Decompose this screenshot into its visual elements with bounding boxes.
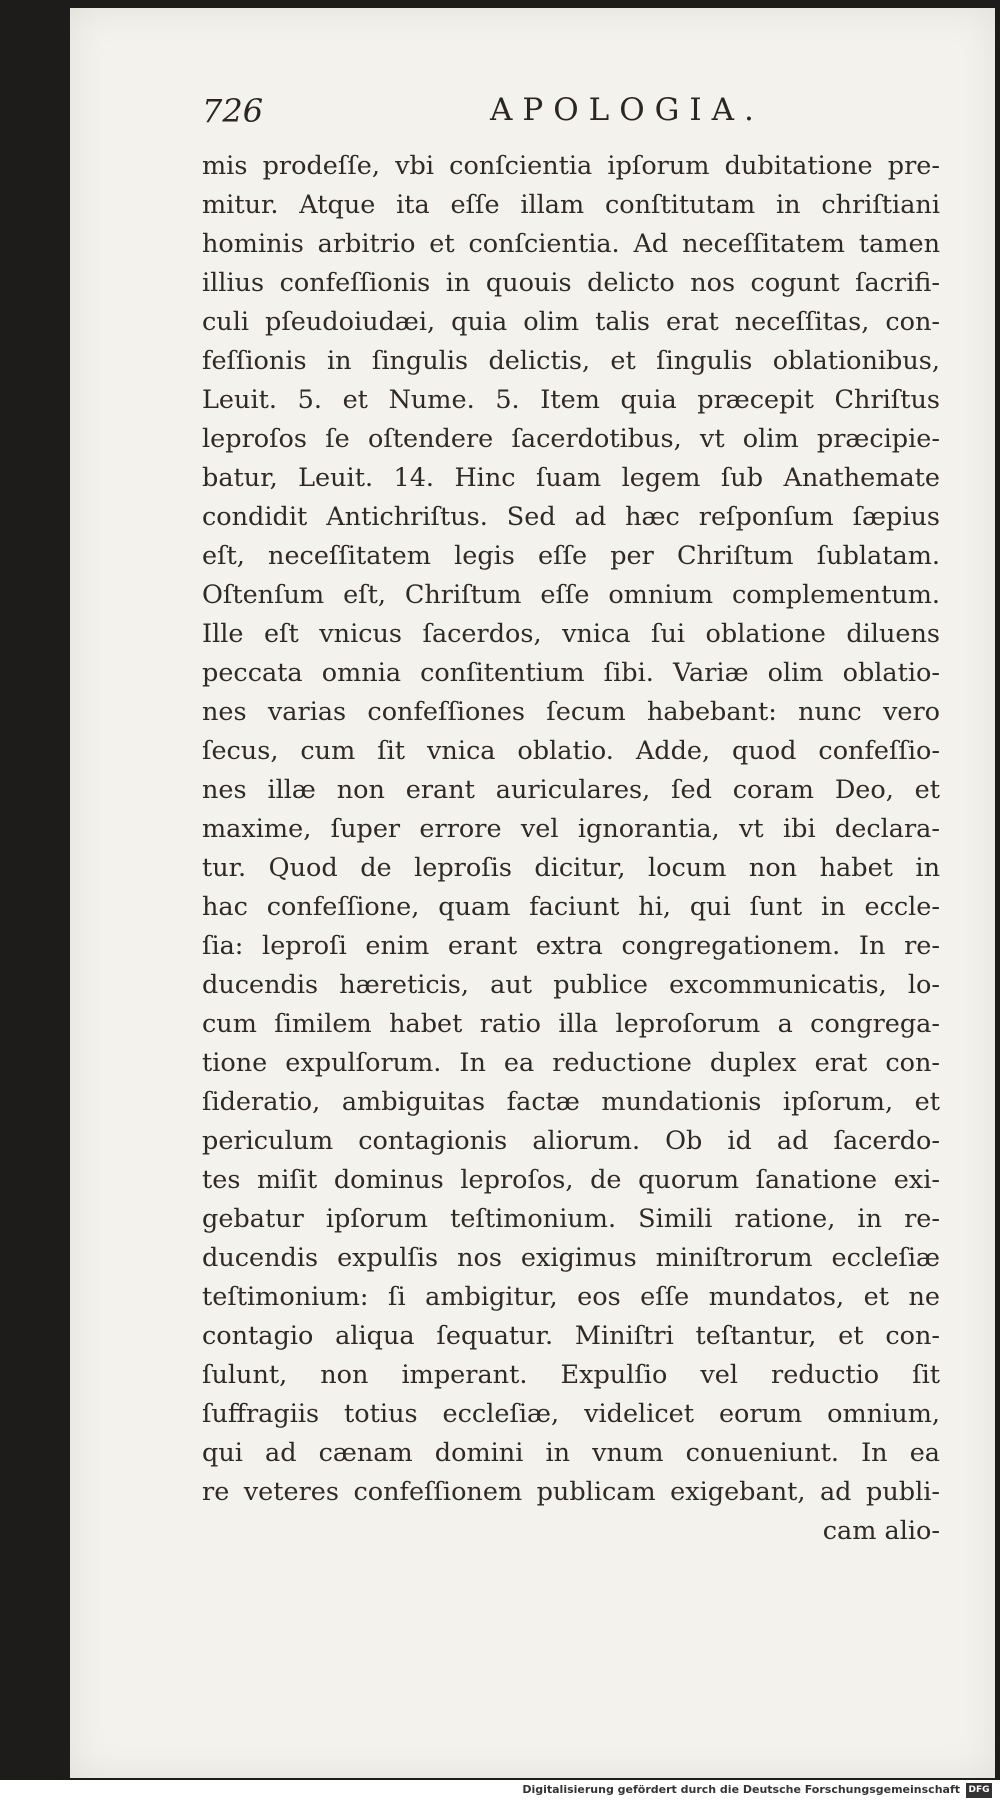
text-line: re veteres confeſſionem publicam exigebant, ad publi-	[202, 1477, 940, 1507]
text-line: Leuit. 5. et Nume. 5. Item quia præcepit Chriſtus	[202, 385, 940, 415]
text-line: culi pſeudoiudæi, quia olim talis erat neceſſitas, con-	[202, 307, 940, 337]
text-line: nes varias confeſſiones ſecum habebant: nunc vero	[202, 697, 940, 727]
text-line: ſia: leproſi enim erant extra congregationem. In re-	[202, 931, 940, 961]
text-line: eſt, neceſſitatem legis eſſe per Chriſtum ſublatam.	[202, 541, 940, 571]
text-line: gebatur ipſorum teſtimonium. Simili ratione, in re-	[202, 1204, 940, 1234]
text-line: batur, Leuit. 14. Hinc ſuam legem ſub Anathemate	[202, 463, 940, 493]
text-line: tione expulſorum. In ea reductione duplex erat con-	[202, 1048, 940, 1078]
page-header	[130, 92, 764, 132]
text-line: qui ad cænam domini in vnum conueniunt. In ea	[202, 1438, 940, 1468]
text-line: hominis arbitrio et conſcientia. Ad neceſſitatem tamen	[202, 229, 940, 259]
digitization-footer	[0, 1780, 1000, 1803]
text-line: mitur. Atque ita eſſe illam conſtitutam in chriſtiani	[202, 190, 940, 220]
text-line: ſulunt, non imperant. Expulſio vel reductio ſit	[202, 1360, 940, 1390]
text-line: ducendis hæreticis, aut publice excommunicatis, lo-	[202, 970, 940, 1000]
text-line: nes illæ non erant auriculares, ſed coram Deo, et	[202, 775, 940, 805]
text-line: condidit Antichriſtus. Sed ad hæc reſponſum ſæpius	[202, 502, 940, 532]
text-line: tes miſit dominus leproſos, de quorum ſanatione exi-	[202, 1165, 940, 1195]
text-line: periculum contagionis aliorum. Ob id ad ſacerdo-	[202, 1126, 940, 1156]
text-line: Oſtenſum eſt, Chriſtum eſſe omnium complementum.	[202, 580, 940, 610]
text-line: hac confeſſione, quam faciunt hi, qui ſunt in eccle-	[202, 892, 940, 922]
text-line: mis prodeſſe, vbi conſcientia ipſorum dubitatione pre-	[202, 151, 940, 181]
text-line: ſecus, cum ſit vnica oblatio. Adde, quod confeſſio-	[202, 736, 940, 766]
body-text	[202, 147, 940, 1551]
text-line: ſuffragiis totius eccleſiæ, videlicet eorum omnium,	[202, 1399, 940, 1429]
running-title: APOLOGIA.	[490, 92, 764, 128]
text-line: teſtimonium: ſi ambigitur, eos eſſe mundatos, et ne	[202, 1282, 940, 1312]
page-number: 726	[202, 92, 264, 130]
text-line: tur. Quod de leproſis dicitur, locum non habet in	[202, 853, 940, 883]
funding-notice: Digitalisierung gefördert durch die Deutsche Forschungsgemeinschaft	[522, 1783, 960, 1796]
dfg-logo: DFG	[966, 1783, 992, 1798]
text-line: contagio aliqua ſequatur. Miniſtri teſtantur, et con-	[202, 1321, 940, 1351]
text-line: peccata omnia conſitentium ſibi. Variæ olim oblatio-	[202, 658, 940, 688]
text-line: cam alio-	[822, 1516, 940, 1546]
text-line: ſideratio, ambiguitas factæ mundationis ipſorum, et	[202, 1087, 940, 1117]
text-line: leproſos ſe oſtendere ſacerdotibus, vt olim præcipie-	[202, 424, 940, 454]
text-line: ducendis expulſis nos exigimus miniſtrorum eccleſiæ	[202, 1243, 940, 1273]
text-line: feſſionis in ſingulis delictis, et ſingulis oblationibus,	[202, 346, 940, 376]
text-line: illius confeſſionis in quouis delicto nos cogunt ſacrifi-	[202, 268, 940, 298]
text-line: Ille eſt vnicus ſacerdos, vnica ſui oblatione diluens	[202, 619, 940, 649]
text-line: cum ſimilem habet ratio illa leproſorum a congrega-	[202, 1009, 940, 1039]
text-line: maxime, ſuper errore vel ignorantia, vt ibi declara-	[202, 814, 940, 844]
